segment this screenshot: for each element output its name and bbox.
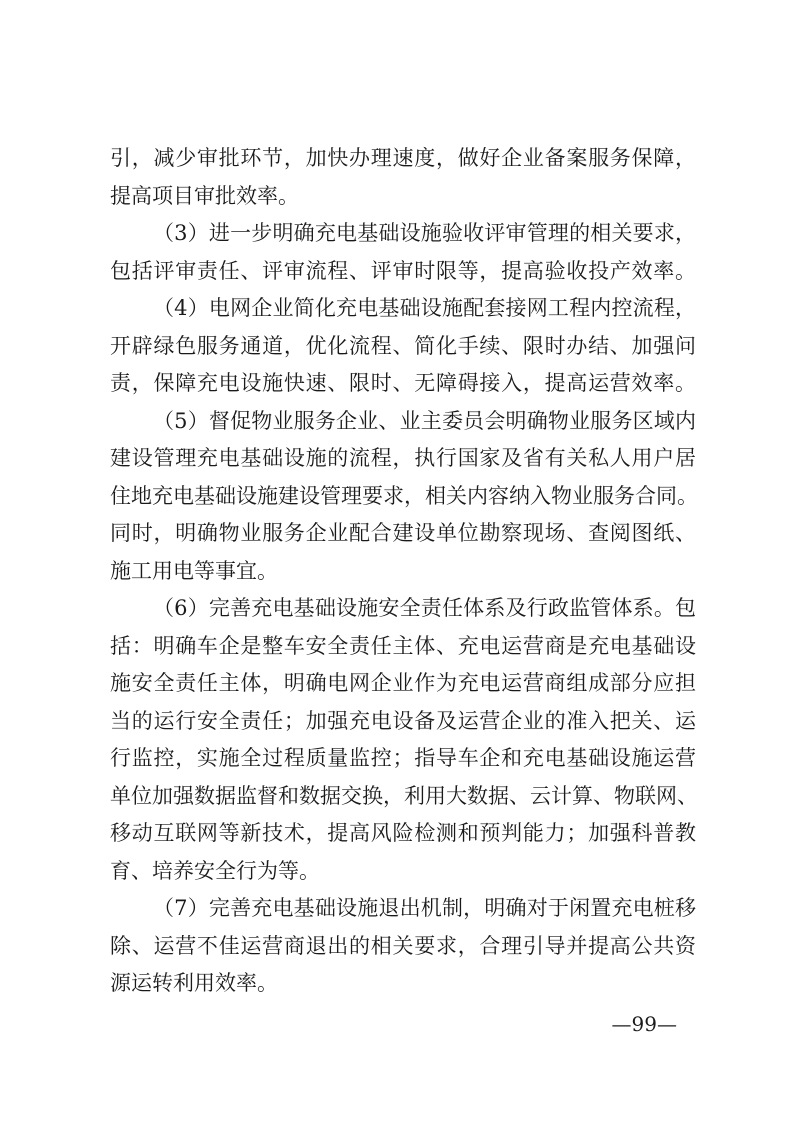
text-line: （3）进一步明确充电基础设施验收评审管理的相关要求， (153, 221, 696, 245)
text-line: 同时，明确物业服务企业配合建设单位勘察现场、查阅图纸、 (110, 521, 696, 545)
text-line: 源运转利用效率。 (110, 971, 278, 995)
page-number: —99— (611, 1012, 677, 1036)
text-line: 施工用电等事宜。 (110, 558, 278, 583)
text-line: （6）完善充电基础设施安全责任体系及行政监管体系。包 (153, 596, 696, 620)
paragraph-item-7 (110, 890, 696, 1003)
text-line: 建设管理充电基础设施的流程，执行国家及省有关私人用户居 (110, 446, 696, 470)
text-line: （7）完善充电基础设施退出机制，明确对于闲置充电桩移 (153, 896, 696, 920)
text-line: 育、培养安全行为等。 (110, 858, 320, 883)
text-line: 施安全责任主体，明确电网企业作为充电运营商组成部分应担 (110, 671, 696, 695)
text-line: （5）督促物业服务企业、业主委员会明确物业服务区域内 (153, 408, 696, 433)
text-line: 提高项目审批效率。 (110, 183, 299, 208)
text-line: 单位加强数据监督和数据交换，利用大数据、云计算、物联网、 (110, 783, 698, 808)
text-line: （4）电网企业简化充电基础设施配套接网工程内控流程， (153, 296, 696, 320)
text-line: 责，保障充电设施快速、限时、无障碍接入，提高运营效率。 (110, 371, 696, 395)
text-line: 包括评审责任、评审流程、评审时限等，提高验收投产效率。 (110, 258, 696, 283)
text-line: 当的运行安全责任；加强充电设备及运营企业的准入把关、运 (110, 708, 696, 733)
paragraph-item-5 (110, 403, 696, 591)
text-line: 除、运营不佳运营商退出的相关要求，合理引导并提高公共资 (110, 933, 696, 958)
paragraph-item-3 (110, 215, 696, 290)
paragraph-item-6 (110, 590, 696, 890)
text-line: 行监控，实施全过程质量监控；指导车企和充电基础设施运营 (110, 746, 696, 770)
text-line: 括：明确车企是整车安全责任主体、充电运营商是充电基础设 (110, 633, 696, 658)
text-line: 住地充电基础设施建设管理要求，相关内容纳入物业服务合同。 (110, 483, 698, 508)
text-line: 移动互联网等新技术，提高风险检测和预判能力；加强科普教 (110, 821, 696, 845)
paragraph-item-4 (110, 290, 696, 403)
text-line: 引，减少审批环节，加快办理速度，做好企业备案服务保障， (110, 146, 696, 170)
text-line: 开辟绿色服务通道，优化流程、简化手续、限时办结、加强问 (110, 333, 696, 358)
document-body (110, 140, 696, 1003)
paragraph-continuation (110, 140, 696, 215)
